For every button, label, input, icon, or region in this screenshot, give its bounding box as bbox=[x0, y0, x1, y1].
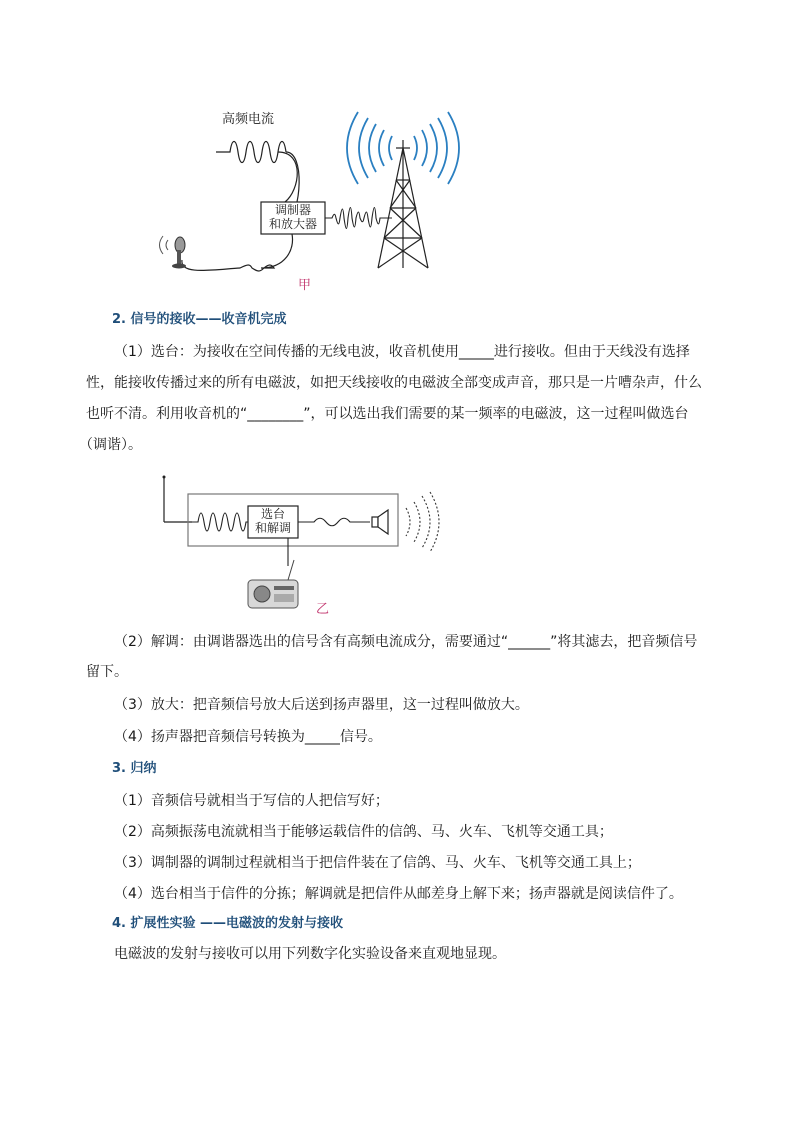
transmitter-diagram bbox=[110, 100, 490, 300]
section-3-heading: 3. 归纳 bbox=[112, 761, 157, 776]
paragraph-experiment: 电磁波的发射与接收可以用下列数字化实验设备来直观地显现。 bbox=[114, 946, 506, 962]
paragraph-tuning-line4: （调谐）。 bbox=[79, 437, 142, 453]
tuning-label-line1: 选台 bbox=[260, 507, 285, 521]
paragraph-demodulation-line1: （2）解调：由调谐器选出的信号含有高频电流成分，需要通过“______”将其滤去，把音频信号 bbox=[114, 634, 698, 650]
modulator-label-line2: 和放大器 bbox=[268, 217, 317, 231]
tuning-label-line2: 和解调 bbox=[254, 521, 291, 535]
paragraph-tuning-line3: 也听不清。利用收音机的“________”，可以选出我们需要的某一频率的电磁波，这一过程叫做选台 bbox=[86, 406, 689, 422]
summary-item-4: （4）选台相当于信件的分拣；解调就是把信件从邮差身上解下来；扬声器就是阅读信件了。 bbox=[114, 886, 683, 902]
receiver-hf-coil bbox=[192, 513, 248, 531]
sound-wave-icon bbox=[406, 492, 439, 552]
high-frequency-current-label: 高频电流 bbox=[222, 112, 275, 127]
speaker-icon bbox=[372, 510, 388, 534]
summary-item-2: （2）高频振荡电流就相当于能够运载信件的信鸽、马、火车、飞机等交通工具； bbox=[114, 824, 613, 840]
paragraph-amplification: （3）放大：把音频信号放大后送到扬声器里，这一过程叫做放大。 bbox=[114, 697, 529, 713]
antenna-tower-icon bbox=[378, 140, 428, 268]
figure-caption-yi: 乙 bbox=[316, 602, 330, 617]
audio-wave bbox=[298, 518, 370, 526]
figure-transmitter bbox=[110, 100, 490, 300]
section-2-heading: 2. 信号的接收——收音机完成 bbox=[112, 312, 287, 327]
figure-caption-jia: 甲 bbox=[298, 278, 312, 293]
paragraph-demodulation-line2: 留下。 bbox=[86, 664, 128, 680]
receiver-diagram bbox=[150, 470, 450, 620]
modulated-wave bbox=[325, 208, 392, 229]
paragraph-speaker: （4）扬声器把音频信号转换为_____信号。 bbox=[114, 729, 382, 745]
paragraph-tuning-line2: 性，能接收传播过来的所有电磁波，如把天线接收的电磁波全部变成声音，那只是一片嘈杂声，什么 bbox=[86, 375, 702, 391]
section-4-heading: 4. 扩展性实验 ——电磁波的发射与接收 bbox=[112, 916, 344, 931]
figure-receiver bbox=[150, 470, 450, 620]
modulator-box-label bbox=[261, 203, 325, 231]
high-frequency-coil bbox=[216, 142, 286, 163]
summary-item-3: （3）调制器的调制过程就相当于把信件装在了信鸽、马、火车、飞机等交通工具上； bbox=[114, 855, 641, 871]
radio-icon bbox=[248, 560, 298, 608]
modulator-label-line1: 调制器 bbox=[274, 203, 311, 217]
paragraph-tuning-line1: （1）选台：为接收在空间传播的无线电波，收音机使用_____进行接收。但由于天线没有选择 bbox=[114, 344, 690, 360]
summary-item-1: （1）音频信号就相当于写信的人把信写好； bbox=[114, 793, 389, 809]
tuning-box-label bbox=[248, 507, 298, 535]
microphone-wire bbox=[182, 234, 293, 271]
